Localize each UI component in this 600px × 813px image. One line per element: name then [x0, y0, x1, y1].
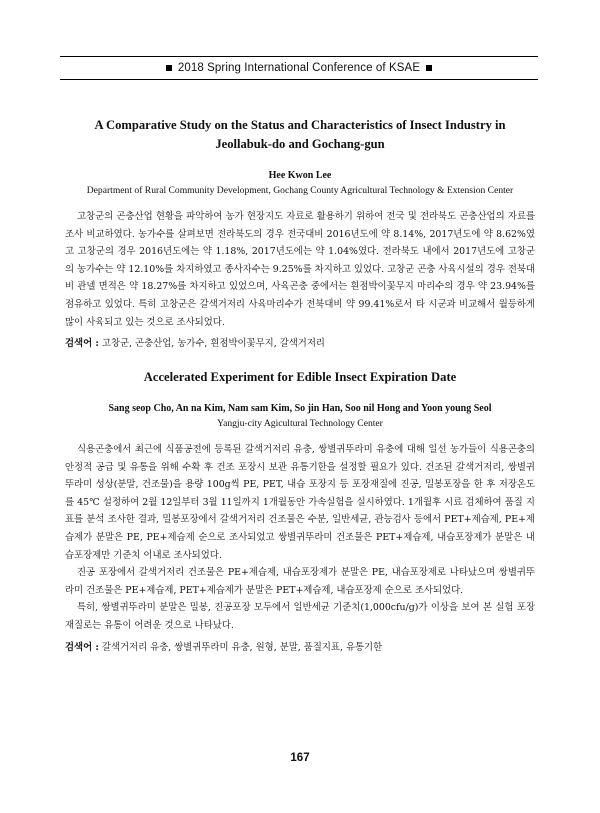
article-authors: Sang seop Cho, An na Kim, Nam sam Kim, So jin Han, Soo nil Hong and Yoon young Seol	[108, 403, 492, 414]
page-number: 167	[290, 752, 310, 764]
article-affiliation: Yangju-city Agicultural Technology Center	[217, 418, 383, 429]
article-title-line-2: Jeollabuk-do and Gochang-gun	[215, 137, 385, 151]
article-title-line-1: A Comparative Study on the Status and Characteristics of Insect Industry in	[94, 118, 506, 132]
article-affiliation: Department of Rural Community Development, Gochang County Agricultural Technology & Extension Center	[86, 185, 514, 196]
article-title	[65, 368, 535, 387]
article-2	[65, 368, 535, 656]
keywords-label: 검색어 :	[65, 338, 99, 350]
keywords-text: 고창군, 곤충산업, 농가수, 흰점박이꽃무지, 갈색거저리	[101, 338, 325, 350]
article-abstract	[65, 208, 535, 331]
abstract-paragraph: 진공 포장에서 갈색거저리 건조물은 PE+제습제, 내습포장제가 분말은 PE, 내습포장제로 나타났으며 쌍별귀뚜라미 건조물은 PE+제습제, PET+제습제가 분말은 PET+제습제, 내습포장제 순으로 조사되었다.	[65, 567, 535, 596]
article-abstract	[65, 441, 535, 635]
article-title	[65, 116, 535, 154]
article-1	[65, 116, 535, 352]
article-keywords	[65, 639, 535, 656]
abstract-paragraph: 고창군의 곤충산업 현황을 파악하여 농가 현장지도 자료로 활용하기 위하여 전국 및 전라북도 곤충산업의 자료를 조사 비교하였다. 농가수를 살펴보면 전라북도의 경우 전국대비 2016년도에 약 8.14%, 2017년도에 약 8.62%였고 고창군의 경우 2016년도에는 약 1.18%, 2017년도에는 약 1.04%였다. 전라북도 내에서 2017년도에 고창군의 농가수는 약 12.10%를 차지하였고 종사자수는 9.25%를 차지하고 있었다. 고창군 곤충 사육시설의 경우 전북대비 관넬 면적은 약 18.27%를 차지하고 있었으며, 사육곤충 중에서는 흰점박이꽃무지 마리수의 경우 약 23.94%를 점유하고 있었다. 특히 고창군은 갈색거저리 사육마리수가 전북대비 약 99.41%로서 타 시군과 비교해서 월등하게 많이 사육되고 있는 것으로 조사되었다.	[65, 211, 535, 328]
article-authors: Hee Kwon Lee	[268, 170, 332, 181]
keywords-label: 검색어 :	[65, 641, 99, 653]
square-bullet-icon	[426, 65, 432, 71]
square-bullet-icon	[166, 65, 172, 71]
conference-title: 2018 Spring International Conference of KSAE	[177, 62, 421, 74]
keywords-text: 갈색거저리 유충, 쌍별귀뚜라미 유충, 원형, 분말, 품질지표, 유통기한	[101, 641, 383, 653]
article-title-line-1: Accelerated Experiment for Edible Insect Expiration Date	[143, 370, 457, 384]
conference-header	[60, 56, 538, 80]
article-keywords	[65, 335, 535, 352]
abstract-paragraph: 특히, 쌍별귀뚜라미 분말은 밀봉, 진공포장 모두에서 일반세균 기준치(1,000cfu/g)가 이상을 보여 본 실험 포장재질로는 유통이 어려운 것으로 나타났다.	[65, 602, 535, 631]
abstract-paragraph: 식용곤충에서 최근에 식품공전에 등록된 갈색거저리 유충, 쌍별귀뚜라미 유충에 대해 일선 농가들이 식용곤충의 안정적 공급 및 유통을 위해 수확 후 건조 포장시 보관 유통기한을 설정할 필요가 있다. 건조된 갈색거저리, 쌍별귀뚜라미 성상(분말, 건조물)을 용량 100g씩 PE, PET, 내습 포장지 등 포장재질에 진공, 밀봉포장을 한 후 저장온도를 45℃ 설정하여 2월 12일부터 3월 11일까지 1개월동안 가속실험을 실시하였다. 1개월후 시료 검체하여 품질 지표를 분석 조사한 결과, 밀봉포장에서 갈색거저리 건조물은 수분, 일반세균, 관능검사 등에서 PET+제습제, PE+제습제가 분말은 PE, PE+제습제 순으로 조사되었고 쌍별귀뚜라미 건조물은 PET+제습제, 내습포장제가 분말은 내습포장제만 기준치 이내로 조사되었다.	[65, 444, 535, 561]
